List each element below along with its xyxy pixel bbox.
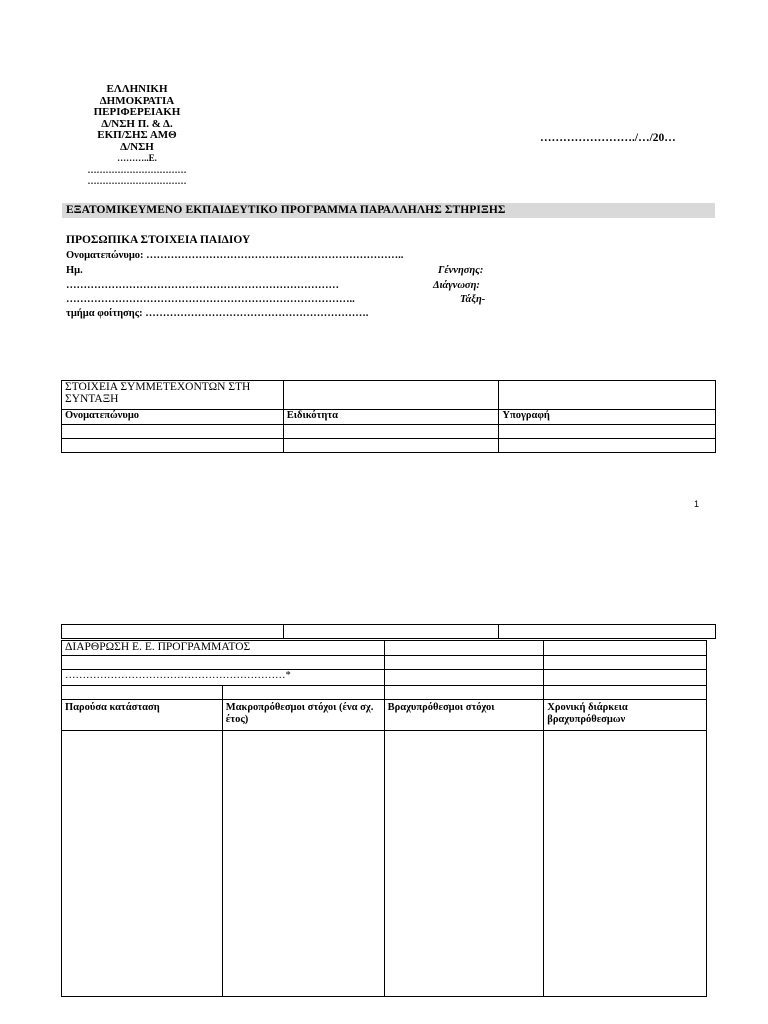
table-cell[interactable] xyxy=(544,731,707,997)
table-cell[interactable] xyxy=(62,731,223,997)
continuation-strip xyxy=(61,624,716,639)
column-header-current-state: Παρούσα κατάσταση xyxy=(62,700,223,731)
table-row xyxy=(62,731,707,997)
class-dots: ……………………………………………………………………….. xyxy=(66,294,355,305)
header-line: ………..Ε. xyxy=(117,153,157,163)
table-cell[interactable] xyxy=(384,656,544,670)
table-cell[interactable] xyxy=(544,641,707,656)
table-cell xyxy=(499,625,716,639)
program-heading: ΔΙΑΡΘΡΩΣΗ Ε. Ε. ΠΡΟΓΡΑΜΜΑΤΟΣ xyxy=(62,641,385,656)
header-line: ΠΕΡΙΦΕΡΕΙΑΚΗ xyxy=(93,106,181,118)
column-header-long-term-goals: Μακροπρόθεσμοι στόχοι (ένα σχ. έτος) xyxy=(222,700,384,731)
table-cell[interactable] xyxy=(499,425,716,439)
department-line: τμήμα φοίτησης: ………………………………………………………. xyxy=(66,308,369,319)
column-header-name: Ονοματεπώνυμο xyxy=(62,410,284,425)
table-cell[interactable] xyxy=(62,686,223,700)
header-line: …………………………… xyxy=(87,176,187,186)
table-cell[interactable] xyxy=(62,425,284,439)
column-header-signature: Υπογραφή xyxy=(499,410,716,425)
header-line: ΕΛΛΗΝΙΚΗ xyxy=(106,83,168,95)
program-table xyxy=(61,640,707,997)
header-line: …………………………… xyxy=(87,164,187,175)
table-cell[interactable] xyxy=(62,656,385,670)
table-row xyxy=(62,425,716,439)
table-cell[interactable] xyxy=(283,381,499,410)
table-cell[interactable] xyxy=(544,656,707,670)
participants-table xyxy=(61,380,716,453)
header-line: Δ/ΝΣΗ xyxy=(120,140,154,153)
table-cell[interactable] xyxy=(222,731,384,997)
header-line: Δ/ΝΣΗ Π. & Δ. xyxy=(101,117,173,130)
page-number: 1 xyxy=(694,499,700,509)
table-cell[interactable] xyxy=(499,381,716,410)
header-line: ΔΗΜΟΚΡΑΤΙΑ xyxy=(99,94,175,107)
birth-label-right: Γέννησης: xyxy=(438,265,484,276)
table-cell[interactable] xyxy=(283,439,499,453)
table-cell[interactable] xyxy=(384,641,544,656)
column-header-specialty: Ειδικότητα xyxy=(283,410,499,425)
table-cell[interactable] xyxy=(384,670,544,686)
diagnosis-dots: …………………………………………………………………… xyxy=(66,280,339,291)
participants-header-cell: ΣΤΟΙΧΕΙΑ ΣΥΜΜΕΤΕΧΟΝΤΩΝ ΣΤΗ ΣΥΝΤΑΞΗ xyxy=(62,381,284,410)
table-cell[interactable] xyxy=(544,686,707,700)
birth-label-left: Ημ. xyxy=(66,265,83,276)
personal-heading: ΠΡΟΣΩΠΙΚΑ ΣΤΟΙΧΕΙΑ ΠΑΙΔΙΟΥ xyxy=(66,234,251,246)
table-cell[interactable] xyxy=(384,686,544,700)
program-dots-line: ………………………………………………………* xyxy=(62,670,385,686)
table-row xyxy=(62,439,716,453)
diagnosis-label: Διάγνωση: xyxy=(433,280,480,291)
document-title: ΕΞΑΤΟΜΙΚΕΥΜΕΝΟ ΕΚΠΑΙΔΕΥΤΙΚΟ ΠΡΟΓΡΑΜΜΑ ΠΑΡΑΛΛΗΛΗΣ ΣΤΗΡΙΞΗΣ xyxy=(66,204,506,216)
table-cell[interactable] xyxy=(283,425,499,439)
table-cell xyxy=(283,625,499,639)
class-label: Τάξη- xyxy=(460,294,486,305)
issuer-header xyxy=(62,84,212,188)
table-cell[interactable] xyxy=(384,731,544,997)
table-cell[interactable] xyxy=(62,439,284,453)
table-cell[interactable] xyxy=(544,670,707,686)
header-line: ΕΚΠ/ΣΗΣ ΑΜΘ xyxy=(97,129,177,141)
table-cell[interactable] xyxy=(222,686,384,700)
table-cell[interactable] xyxy=(499,439,716,453)
name-line: Ονοματεπώνυμο: ……………………………………………………………….. xyxy=(66,250,404,261)
date-field: ……………………./…/20… xyxy=(540,132,676,144)
column-header-duration: Χρονική διάρκεια βραχυπρόθεσμων xyxy=(544,700,707,731)
table-cell xyxy=(62,625,284,639)
column-header-short-term-goals: Βραχυπρόθεσμοι στόχοι xyxy=(384,700,544,731)
